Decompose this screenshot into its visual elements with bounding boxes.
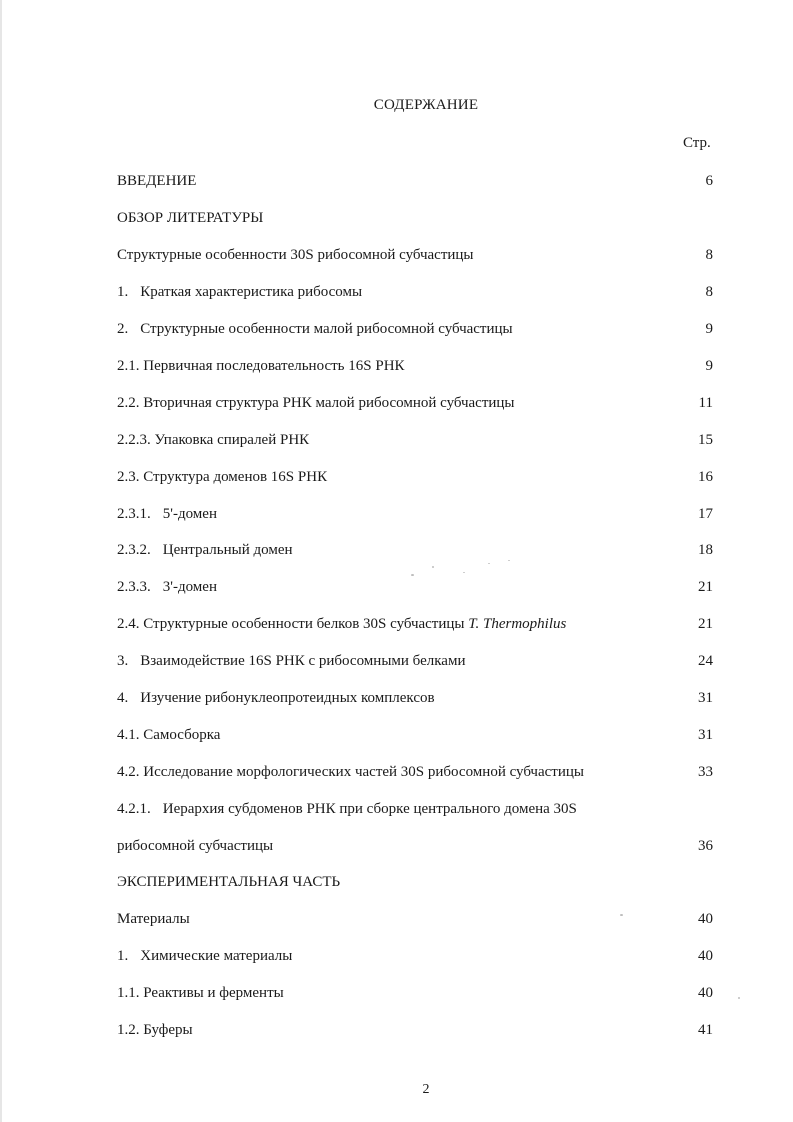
scan-speck	[620, 914, 623, 916]
toc-entry-title: Структурные особенности 30S рибосомной субчастицы	[117, 247, 474, 263]
toc-entry-text	[117, 909, 190, 929]
page-number: 2	[422, 1082, 430, 1097]
toc-entry-text	[117, 393, 515, 413]
toc-entry	[117, 872, 713, 892]
toc-entry	[117, 208, 713, 228]
toc-entry	[117, 282, 713, 302]
toc-entry-text	[117, 245, 474, 265]
toc-entry	[117, 1020, 713, 1040]
toc-entry-species: T. Thermophilus	[468, 616, 567, 632]
toc-entry-page: 31	[698, 690, 713, 706]
toc-entry	[117, 467, 713, 487]
toc-entry-title: 4.1. Самосборка	[117, 727, 221, 743]
toc-entry	[117, 836, 713, 856]
toc-entry-title: 2.3. Структура доменов 16S РНК	[117, 469, 328, 485]
toc-entry	[117, 762, 713, 782]
toc-entry-number: 1.	[117, 948, 129, 964]
toc-entry-page: 6	[705, 173, 713, 189]
toc-entry-title: 2.1. Первичная последовательность 16S РНК	[117, 358, 405, 374]
toc-entry-page: 15	[698, 432, 713, 448]
toc-entry-text	[117, 614, 566, 634]
page-edge	[0, 0, 2, 1122]
scan-speck	[463, 572, 465, 573]
scan-speck	[508, 560, 510, 561]
toc-entry-text	[117, 171, 196, 191]
toc-entry-text	[117, 208, 263, 228]
toc-entry-text	[117, 799, 577, 819]
toc-entry	[117, 504, 713, 524]
toc-entry-title: 1.2. Буферы	[117, 1022, 193, 1038]
toc-entry-title: 4.2. Исследование морфологических частей 30S рибосомной субчастицы	[117, 764, 584, 780]
page-column-label: Стр.	[683, 135, 711, 151]
toc-entry-page: 9	[705, 321, 713, 337]
toc-entry-text	[117, 1020, 193, 1040]
toc-entry-title: Иерархия субдоменов РНК при сборке центрального домена 30S	[162, 801, 577, 817]
toc-entry-title: Краткая характеристика рибосомы	[140, 284, 363, 300]
toc-entry-page: 18	[698, 542, 713, 558]
toc-entry-page: 36	[698, 838, 713, 854]
toc-entry-page: 8	[705, 247, 713, 263]
toc-entry	[117, 799, 713, 819]
toc-entry-text	[117, 282, 362, 302]
toc-entry-title: Структурные особенности малой рибосомной субчастицы	[140, 321, 513, 337]
toc-entry	[117, 540, 713, 560]
toc-entry-title: Взаимодействие 16S РНК с рибосомными белками	[140, 653, 466, 669]
toc-entry-text	[117, 651, 466, 671]
toc-entry-text	[117, 467, 327, 487]
toc-entry-title: Центральный домен	[162, 542, 293, 558]
toc-entry	[117, 245, 713, 265]
toc-entry	[117, 909, 713, 929]
toc-entry-title: 5'-домен	[162, 506, 217, 522]
toc-entry-page: 41	[698, 1022, 713, 1038]
scan-speck	[738, 997, 740, 999]
toc-entry-text	[117, 577, 217, 597]
toc-entry-text	[117, 946, 292, 966]
toc-entry-title: ЭКСПЕРИМЕНТАЛЬНАЯ ЧАСТЬ	[117, 874, 341, 890]
toc-entry-title: 1.1. Реактивы и ферменты	[117, 985, 284, 1001]
toc-entry-page: 40	[698, 985, 713, 1001]
toc-entry-number: 4.2.1.	[117, 801, 151, 817]
toc-entry-page: 16	[698, 469, 713, 485]
toc-entry	[117, 171, 713, 191]
toc-entry-page: 21	[698, 579, 713, 595]
toc-entry-title: 2.4. Структурные особенности белков 30S субчастицы	[117, 616, 469, 632]
toc-entry-text	[117, 725, 220, 745]
toc-entry-page: 8	[705, 284, 713, 300]
toc-entry-text	[117, 540, 293, 560]
toc-entry-title: ОБЗОР ЛИТЕРАТУРЫ	[117, 210, 264, 226]
toc-entry-title: 3'-домен	[162, 579, 217, 595]
toc-entry-title: ВВЕДЕНИЕ	[117, 173, 197, 189]
toc-entry-title: Изучение рибонуклеопротеидных комплексов	[140, 690, 435, 706]
toc-entry-number: 1.	[117, 284, 129, 300]
toc-entry-text	[117, 983, 284, 1003]
toc-entry	[117, 577, 713, 597]
scan-speck	[411, 574, 414, 576]
toc-entry-page: 31	[698, 727, 713, 743]
toc-entry-text	[117, 688, 435, 708]
toc-entry-text	[117, 430, 309, 450]
toc-entry-page: 9	[705, 358, 713, 374]
toc-entry-page: 40	[698, 911, 713, 927]
toc-entry-text	[117, 504, 217, 524]
toc-entry-text	[117, 762, 584, 782]
toc-entry-number: 2.3.2.	[117, 542, 151, 558]
toc-entry-number: 4.	[117, 690, 129, 706]
toc-entry	[117, 983, 713, 1003]
toc-entry-page: 33	[698, 764, 713, 780]
toc-entry-title: 2.2. Вторичная структура РНК малой рибосомной субчастицы	[117, 395, 515, 411]
scan-speck	[488, 563, 490, 564]
scan-speck	[432, 566, 434, 568]
toc-entry-page: 40	[698, 948, 713, 964]
page-title: СОДЕРЖАНИЕ	[373, 97, 479, 113]
toc-entry-title: 2.2.3. Упаковка спиралей РНК	[117, 432, 310, 448]
toc-entry-text	[117, 319, 513, 339]
toc-entry	[117, 725, 713, 745]
toc-entry	[117, 946, 713, 966]
toc-entry	[117, 356, 713, 376]
toc-entry-page: 24	[698, 653, 713, 669]
toc-entry-page: 21	[698, 616, 713, 632]
toc-entry	[117, 651, 713, 671]
toc-entry-text	[117, 356, 405, 376]
toc-entry-page: 17	[698, 506, 713, 522]
toc-entry-text	[117, 836, 273, 856]
toc-entry-text	[117, 872, 340, 892]
toc-entry-number: 2.3.1.	[117, 506, 151, 522]
toc-entry	[117, 688, 713, 708]
toc-entry-number: 2.3.3.	[117, 579, 151, 595]
toc-entry-title: Химические материалы	[140, 948, 293, 964]
toc-entry	[117, 614, 713, 634]
toc-entry-title: рибосомной субчастицы	[117, 838, 274, 854]
toc-entry-number: 3.	[117, 653, 129, 669]
toc-entry-title: Материалы	[117, 911, 190, 927]
toc-entry	[117, 393, 713, 413]
toc-entry-page: 11	[698, 395, 713, 411]
toc-entry	[117, 430, 713, 450]
toc-entry	[117, 319, 713, 339]
toc-entry-number: 2.	[117, 321, 129, 337]
